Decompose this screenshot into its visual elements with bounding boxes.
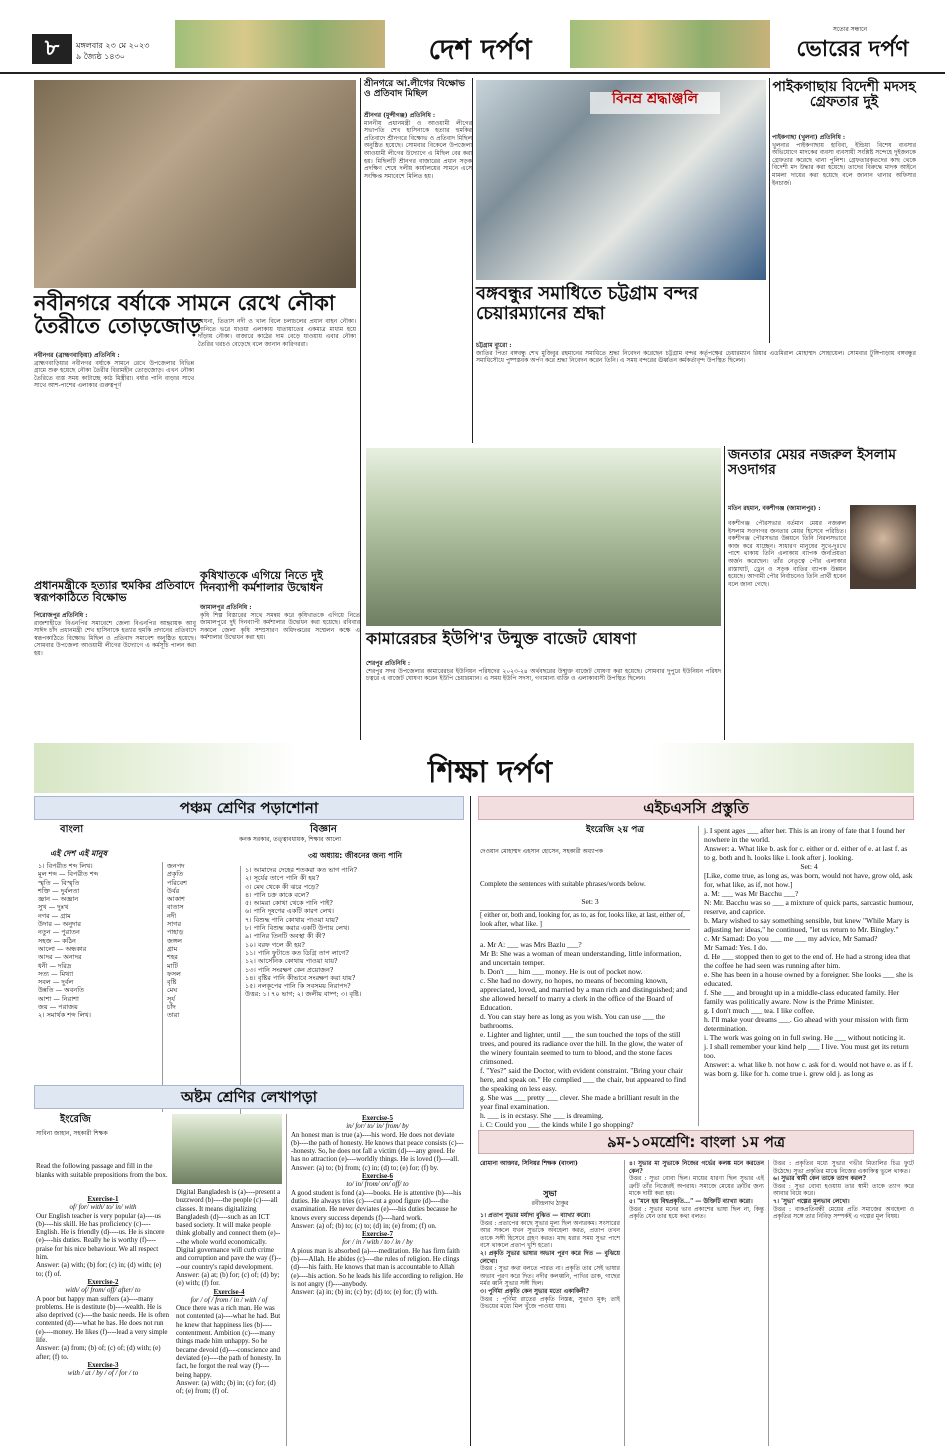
class5-bangla-sub: এই দেশ এই মানুষ [50, 849, 107, 858]
hsc-set3-questions: a. Mr A: ___ was Mrs Bazlu ___? Mr B: She was a woman of mean understanding, little information, and uncertain temper. b. Don't ___ him ___ money. He is out of pocket now. c. She had no dowry, no hopes, no means of becoming known, appreciated, loved, and married by a man rich and distinguished; and she allowed herself to marry a clerk in the office of the Board of Education. d. You can stay here as long as you wish. You can use ___ the bathrooms. e. Lighter and lighter, until ___ the sun touched the tops of the still trees, and poured its radiance over the hill. In the glow, the water of the winery fountain seemed to turn to blood, and the stone faces crimsoned. f. "Yes?" said the Doctor, with evident constraint. "Bring your chair here, and speak on." He complied ___ the chair, but appeared to find the speaking on less easy. g. She was ___ pretty ___ clever. She made a brilliant result in the year final examination. h. ___ is in ecstasy. She ___ is dreaming. i. C: Could you ___ the kinds while I go shopping? [480, 940, 688, 1129]
hsc-set3-label: Set: 3 [581, 897, 599, 906]
story7-headline: কামারেরচর ইউপি'র উন্মুক্ত বাজেট ঘোষণা [366, 629, 637, 648]
class5-section-title: পঞ্চম শ্রেণির পড়াশোনা [34, 796, 464, 820]
class5-bangla-heading: বাংলা [60, 824, 84, 835]
column-divider [724, 446, 725, 740]
column-divider [769, 78, 770, 343]
issue-date: মঙ্গলবার ২৩ মে ২০২৩ ৯ জ্যৈষ্ঠ ১৪৩০ [76, 41, 150, 61]
class8-subject: ইংরেজি [60, 1114, 91, 1125]
hsc-author: দেওয়ান মোহাম্মদ এহসান হোসেন, সহকারী অধ্যাপক [480, 848, 603, 855]
column-divider [472, 78, 473, 443]
class8-col1: Exercise-1 of/ for/ with/ to/ in/ with Our English teacher is very popular (a)----us (b)----his skill. He has proficiency (c)----English. He is friendly (d)----us. He is sincere (e)----his duties. Really he is worthy (f)----praise for his nice behaviour. We all respect him. Answer: (a) with; (b) for; (c) in; (d) with; (e) to; (f) of. Exercise-2 with/ of/ from/ off/ after/ to A poor but happy man suffers (a)----many problems. He is destitute (b)----wealth. He is also deprived (c)----the basic needs. He is often contented (d)----what he has. He does not run (e)----money. He likes (f)----lead a very simple life. Answer: (a) from; (b) of; (c) of; (d) with; (e) after; (f) to. Exercise-3 with / at / by / of / for / to [36, 1195, 169, 1378]
class8-col3: Exercise-5 in/ for/ to/ in/ from/ by An honest man is true (a)----his word. He does not deviate (b)----the path of honesty. He knows that peace consists (c)----honesty. So, he does not fall a victim (d)----any greed. He has no attraction (e)----worldly things. He is loved (f)----all. Answer: (a) to; (b) from; (c) in; (d) to; (e) for; (f) by. Exercise-6 to/ in/ from/ on/ off/ to A good student is fond (a)----books. He is attentive (b)----his duties. He always tries (c)----cut a good figure (d)----the examination. He never deviates (e)----his duties because he knows every success depends (f)----hard work. Answer: (a) of; (b) to; (c) to; (d) in; (e) from; (f) on. Exercise-7 for / in / with / to / in / by A pious man is absorbed (a)----meditation. He has firm faith (b)----Allah. He abides (c)----the rules of religion. He clings (d)----his faith. He knows that man is accountable to Allah (e)----his action. So he leads his life according to religion. He is not angry (f)----anybody. Answer: (a) in; (b) in; (c) by; (d) to; (e) for; (f) with. [286, 1114, 464, 1446]
class9-10-topic: সুভা [543, 1189, 557, 1198]
class5-science-questions: ১। আমাদের দেহের শতকরা কত ভাগ পানি? ২। সূর্যের তাপে পানি কী হয়? ৩। মেঘ থেকে কী ঝরে পড়ে? ৪। পানি চক্র কাকে বলে? ৫। আমরা কোথা থেকে পানি পাই? ৬। পানি দূষণের একটি কারণ লেখ। ৭। বিশুদ্ধ পানি কোথায় পাওয়া যায়? ৮। পানি বিশুদ্ধ করার একটি উপায় লেখ। ৯। পানির তিনটি অবস্থা কী কী? ১০। বরফ গলে কী হয়? ১১। পানি ফুটাতে কত ডিগ্রি তাপ লাগে? ১২। আর্সেনিক কোথায় পাওয়া যায়? ১৩। পানি সংরক্ষণ কেন প্রয়োজন? ১৪। বৃষ্টির পানি কীভাবে সংরক্ষণ করা যায়? ১৫। নলকূপের পানি কি সবসময় নিরাপদ? উত্তর: ১। ৭০ ভাগ; ২। জলীয় বাষ্প; ৩। বৃষ্টি। [240, 866, 464, 1116]
hsc-section-title: এইচএসসি প্রস্তুতি [478, 796, 914, 820]
story1-body-cont: মেঘনা, তিতাস নদী ও খাল বিলে চলাচলের প্রধান বাহন নৌকা। পানিতে ভরে যাওয়া এলাকায় যাতায়াতের একমাত্র মাধ্যম হয়ে দাঁড়ায় নৌকা। বাজারে কাঠের দাম বেড়ে যাওয়ায় এবার নৌকা তৈরির খরচও বেড়েছে বলে জানান কারিগররা। [198, 318, 356, 348]
class9-10-section-title: ৯ম-১০মশ্রেণি: বাংলা ১ম পত্র [478, 1130, 914, 1154]
story7-body: শেরপুর প্রতিনিধি : শেরপুর সদর উপজেলার কামারেরচর ইউনিয়ন পরিষদের ২০২৩-২৪ অর্থবছরের উন্মুক্ত বাজেট ঘোষণা করা হয়েছে। সোমবার দুপুরে ইউনিয়ন পরিষদ চত্বরে এ বাজেট ঘোষণা করেন ইউপি চেয়ারম্যান। এ সময় ইউপি সদস্য, গণ্যমান্য ব্যক্তি ও এলাকাবাসী উপস্থিত ছিলেন। [366, 660, 721, 683]
class5-science-chapter: ৩য় অধ্যায়: জীবনের জন্য পানি [307, 851, 403, 860]
class5-antonym-list: ১। বিপরীত শব্দ লিখ। মূল শব্দ — বিপরীত শব্দ স্মৃতি — বিস্মৃতি শক্তি — দুর্বলতা জ্ঞান — অজ্ঞান সুখ — দুঃখ নগর — গ্রাম উদার — অনুদার নতুন — পুরাতন সহজ — কঠিন আলো — অন্ধকার আদর — অনাদর ধনী — দরিদ্র সত্য — মিথ্যা সবল — দুর্বল উন্নতি — অবনতি আশা — নিরাশা জয় — পরাজয় ২। সমার্থক শব্দ লিখ। [38, 862, 99, 1020]
story5-body: চট্টগ্রাম ব্যুরো : জাতির পিতা বঙ্গবন্ধু শেখ মুজিবুর রহমানের সমাধিতে শ্রদ্ধা নিবেদন করেছেন চট্টগ্রাম বন্দর কর্তৃপক্ষের চেয়ারম্যান রিয়ার এডমিরাল মোহাম্মদ সোহায়েল। সোমবার টুঙ্গিপাড়ায় বঙ্গবন্ধুর সমাধিসৌধে পুষ্পস্তবক অর্পণ করে শ্রদ্ধা নিবেদন করেন তিনি। এ সময় বন্দরের ঊর্ধ্বতন কর্মকর্তাবৃন্দ উপস্থিত ছিলেন। [476, 342, 916, 365]
column-divider [470, 796, 471, 1446]
column-divider [360, 78, 361, 740]
tribute-banner-text: বিনম্র শ্রদ্ধাঞ্জলি [590, 92, 720, 114]
page-number: ৮ [32, 34, 72, 64]
story4-headline: শ্রীনগরে আ.লীগের বিক্ষোভ ও প্রতিবাদ মিছিল [364, 79, 465, 99]
class8-author: সাবিনা জাহান, সহকারী শিক্ষক [36, 1130, 108, 1137]
class8-col2: Digital Bangladesh is (a)----present a buzzword (b)----the people (c)----all classes. It means digitalizing Bangladesh (d)----such as an ICT based society. It will make people think globally and connect them (e)----the whole world economically. Digital governance will curb crime and corruption and pave the way (f)----our country's rapid development. Answer: (a) at; (b) for; (c) of; (d) by; (e) with; (f) for. Exercise-4 for / of / from / in / with / of Once there was a rich man. He was not contented (a)----what he had. But he knew that happiness lies (b)----contentment. Ambition (c)----many things made him unhappy. So he became devoid (d)----conscience and deviated (e)----the path of honesty. In fact, he forgot the real way (f)----being happy. Answer: (a) with; (b) in; (c) for; (d) of; (e) from; (f) of. [176, 1188, 281, 1396]
story6-headline: পাইকগাছায় বিদেশী মদসহ গ্রেফতার দুই [772, 79, 916, 111]
class9-10-writer: রবীন্দ্রনাথ ঠাকুর [531, 1200, 569, 1207]
class8-illustration [172, 1114, 282, 1184]
hsc-subject: ইংরেজি ২য় পত্র [586, 825, 644, 835]
header-photo-strip-left [175, 20, 385, 68]
budget-meeting-photo [366, 448, 721, 626]
class8-section-title: অষ্টম শ্রেণির লেখাপড়া [34, 1085, 464, 1109]
class8-instruction: Read the following passage and fill in the blanks with suitable prepositions from the box. [36, 1162, 168, 1179]
story2-headline: প্রধানমন্ত্রীকে হত্যার হুমকির প্রতিবাদে স্বরূপকাঠিতে বিক্ষোভ [34, 579, 195, 605]
story8-body-cont: বকশীগঞ্জ পৌরসভার বর্তমান মেয়র নজরুল ইসলাম সওদাগর জনতার মেয়র হিসেবে পরিচিত। বকশীগঞ্জ পৌরসভার উন্নয়নে তিনি নিরলসভাবে কাজ করে যাচ্ছেন। সাধারণ মানুষের সুখে-দুঃখে পাশে থাকায় তিনি এলাকায় ব্যাপক জনপ্রিয়তা অর্জন করেছেন। তাঁর নেতৃত্বে পৌর এলাকার রাস্তাঘাট, ড্রেন ও সড়ক বাতির ব্যাপক উন্নয়ন হয়েছে। আগামী পৌর নির্বাচনেও তিনি প্রার্থী হবেন বলে জানা গেছে। [728, 520, 846, 588]
story2-body: পিরোজপুর প্রতিনিধি : রাজশাহীতে বিএনপির সমাবেশে জেলা বিএনপির আহ্বায়ক আবু সাঈদ চাঁদ প্রধানমন্ত্রী শেখ হাসিনাকে হত্যার হুমকি প্রদানের প্রতিবাদে স্বরূপকাঠিতে বিক্ষোভ মিছিল ও প্রতিবাদ সমাবেশ অনুষ্ঠিত হয়েছে। সোমবার উপজেলা আওয়ামী লীগের উদ্যোগে এ কর্মসূচি পালন করা হয়। [34, 612, 196, 657]
story4-body: শ্রীনগর (মুন্সীগঞ্জ) প্রতিনিধি : মাননীয় প্রধানমন্ত্রী ও আওয়ামী লীগের সভাপতি শেখ হাসিনাকে হত্যার হুমকির প্রতিবাদে শ্রীনগরে বিক্ষোভ ও প্রতিবাদ মিছিল অনুষ্ঠিত হয়েছে। সোমবার বিকেলে উপজেলা আওয়ামী লীগের উদ্যোগে এ মিছিল বের করা হয়। মিছিলটি শ্রীনগর বাজারের প্রধান সড়ক প্রদক্ষিণ শেষে দলীয় কার্যালয়ের সামনে এসে সংক্ষিপ্ত সমাবেশে মিলিত হয়। [364, 112, 472, 180]
hsc-set4-questions: j. I spent ages ___ after her. This is an irony of fate that I found her nowhere in the world. Answer: a. What like b. ask for c. either or d. either of e. at last f. as to g. both and h. looks like i. look after j. looking. Set: 4 [Like, come true, as long as, was born, would not have, grow old, ask for, what like, as if, not how.] a. M: ___ was Mr Bacchu ___? N: Mr. Bacchu was so ___ a mixture of quick parts, sarcastic humour, reserve, and caprice. b. Mary wished to say something sensible, but knew "While Mary is adjusting her ideas," he continued, "let us return to Mr. Bingley." c. Mr Samad: Do you ___ me ___ my advice, Mr Samad? Mr Samad: Yes. I do. d. He ___ stopped then to get to the end of. He had a strong idea that the coffee he had seen was running after him. e. She has been in a house owned by a foreigner. She looks ___ she is educated. f. She ___ and brought up in a middle-class educated family. Her family was politically aware. Now is the Prime Minister. g. I don't much ___ tea. I like coffee. h. I'll make your dreams ___. Go ahead with your mission with firm determination. i. The work was going on in full swing. He ___ without noticing it. j. I shall remember your kind help ___ I live. You must get its return too. Answer: a. what like b. not how c. ask for d. would not have e. as if f. was born g. like for h. come true i. grew old j. as long as [698, 826, 914, 1126]
story6-body: পাইকগাছা (খুলনা) প্রতিনিধি : খুলনার পাইকগাছায় হাবিবা, ইন্ডিয়া বিশেষ ব্যবসার অভিযোগে মাদকের ব্যবসা ব্যবসায়ী সংশ্লিষ্ট সন্দেহে দুইজনকে গ্রেফতার করেছে থানা পুলিশ। গ্রেফতারকৃতদের কাছ থেকে বিদেশী মদ উদ্ধার করা হয়েছে। তাদের বিরুদ্ধে মাদক আইনে মামলা দায়ের করা হয়েছে বলে জানান থানার অফিসার ইনচার্জ। [772, 134, 916, 187]
story5-headline: বঙ্গবন্ধুর সমাধিতে চট্টগ্রাম বন্দর চেয়ারম্যানের শ্রদ্ধা [476, 283, 699, 324]
class5-science-heading: বিজ্ঞান [310, 824, 337, 835]
story3-headline: কৃষিখাতকে এগিয়ে নিতে দুই দিনব্যাপী কর্মশালার উদ্বোধন [200, 569, 323, 595]
story8-headline: জনতার মেয়র নজরুল ইসলাম সওদাগর [728, 447, 897, 479]
class9-10-col1: ১। প্রতাপ সুভার মর্যাদা বুঝিত — ব্যাখ্যা করো। উত্তর : প্রতাপের কাছে সুভার মূল্য ছিল অন্যরকম। সংসারের আর সকলে যখন সুভাকে অবহেলা করত, প্রতাপ তখন তাকে সঙ্গী হিসেবে গ্রহণ করত। মাছ ধরার সময় সুভা পাশে বসে থাকলে প্রতাপ খুশি হতো। ২। প্রকৃতি সুভার ভাষার অভাব পূরণ করে দিত — বুঝিয়ে লেখো। উত্তর : সুভা কথা বলতে পারত না। প্রকৃতি তার সেই ভাষার অভাব পূরণ করে দিত। নদীর কলধ্বনি, পাখির ডাক, গাছের মর্মর ধ্বনি সুভার সঙ্গী ছিল। ৩। পুর্ণিমা প্রকৃতি কেন সুভার মতো একাকিনী? উত্তর : পূর্ণিমা রাতের প্রকৃতি নিস্তব্ধ, সুভাও মূক; তাই উভয়ের মধ্যে মিল খুঁজে পাওয়া যায়। [480, 1212, 620, 1311]
education-banner-title: শিক্ষা দর্পণ [427, 755, 553, 790]
newspaper-logo: ভোরের দর্পণ [796, 36, 909, 62]
class5-author: কনক সরকার, তত্ত্বাবধায়ক, শিক্ষার আলো [239, 836, 341, 843]
class9-10-col2: ৪। সুভার মা সুভাকে নিজের গর্ভের কলঙ্ক মনে করতেন কেন? উত্তর : সুভা বোবা ছিল। মায়ের ধারণা ছিল সুভার এই ত্রুটি তাঁর নিজেরই অপরাধ। সমাজে মেয়ের ত্রুটির জন্য মাকে দায়ী করা হয়। ৫। "মনে হয় বিশ্বপ্রকৃতি..." — উক্তিটি ব্যাখ্যা করো। উত্তর : সুভার মনের ভাব প্রকাশের ভাষা ছিল না, কিন্তু প্রকৃতি যেন তার হয়ে কথা বলত। [624, 1160, 764, 1446]
section-masthead: দেশ দর্পণ [428, 33, 532, 66]
story3-body: জামালপুর প্রতিনিধি : কৃষি শিল্প বিস্তারের সাথে সমন্বয় করে কৃষিখাতকে এগিয়ে নিতে জামালপুরে দুই দিনব্যাপী কর্মশালার উদ্বোধন করা হয়েছে। রবিবার সকালে জেলা কৃষি সম্প্রসারণ অধিদপ্তরের সম্মেলন কক্ষে এ কর্মশালার উদ্বোধন করা হয়। [200, 604, 360, 642]
class9-10-col3: উত্তর : প্রকৃতির মধ্যে সুভার গভীর মিতালির চিত্র ফুটে উঠেছে। সুভা প্রকৃতির মাঝে নিজের একাকিত্ব ভুলে থাকত। ৬। সুভার স্বামী কেন তাকে ত্যাগ করল? উত্তর : সুভা বোবা হওয়ায় তার স্বামী তাকে ত্যাগ করে আবার বিয়ে করে। ৭। 'সুভা' গল্পের মূলভাব লেখো। উত্তর : বাকপ্রতিবন্ধী মেয়ের প্রতি সমাজের অবহেলা ও প্রকৃতির সঙ্গে তার নিবিড় সম্পর্কই এ গল্পের মূল বিষয়। [768, 1160, 914, 1446]
story8-body: মতিন রহমান, বকশীগঞ্জ (জামালপুর) : [728, 505, 821, 512]
header-photo-strip-right [570, 20, 770, 68]
class5-words-list: জনপদ প্রকৃতি পরিবেশ উর্বর আকাশ বাতাস নদী সাগর পাহাড় জঙ্গল গ্রাম শহর মাটি ফসল বৃষ্টি মেঘ সূর্য চাঁদ তারা [162, 862, 232, 1112]
hsc-set3-wordbox: [ either or, both and, looking for, as to, as for, looks like, at last, either of, look after, what like. ] [480, 910, 690, 930]
logo-tagline: সত্যের সন্ধানে [832, 26, 868, 33]
boat-building-photo [34, 80, 356, 288]
story1-body: নবীনগর (ব্রাহ্মণবাড়িয়া) প্রতিনিধি : ব্রাহ্মণবাড়িয়ার নবীনগর বর্ষাকে সামনে রেখে উপজেলার বিভিন্ন গ্রামে শুরু হয়েছে নৌকা তৈরীর বিরামহীন তোড়জোড়। এখন নৌকা তৈরিতে ব্যস্ত সময় কাটাচ্ছে কাঠ মিস্ত্রীরা। বর্ষার পানি বাড়ার সাথে সাথে আশ-পাশের এলাকার গুরুত্বপূর্ণ [34, 352, 194, 390]
story1-headline: নবীনগরে বর্ষাকে সামনে রেখে নৌকা তৈরীতে তোড়জোড় [34, 291, 335, 339]
hsc-instruction: Complete the sentences with suitable phrases/words below. [480, 880, 646, 888]
class9-10-author: রোমানা আক্তার, সিনিয়র শিক্ষক (বাংলা) [480, 1160, 578, 1167]
